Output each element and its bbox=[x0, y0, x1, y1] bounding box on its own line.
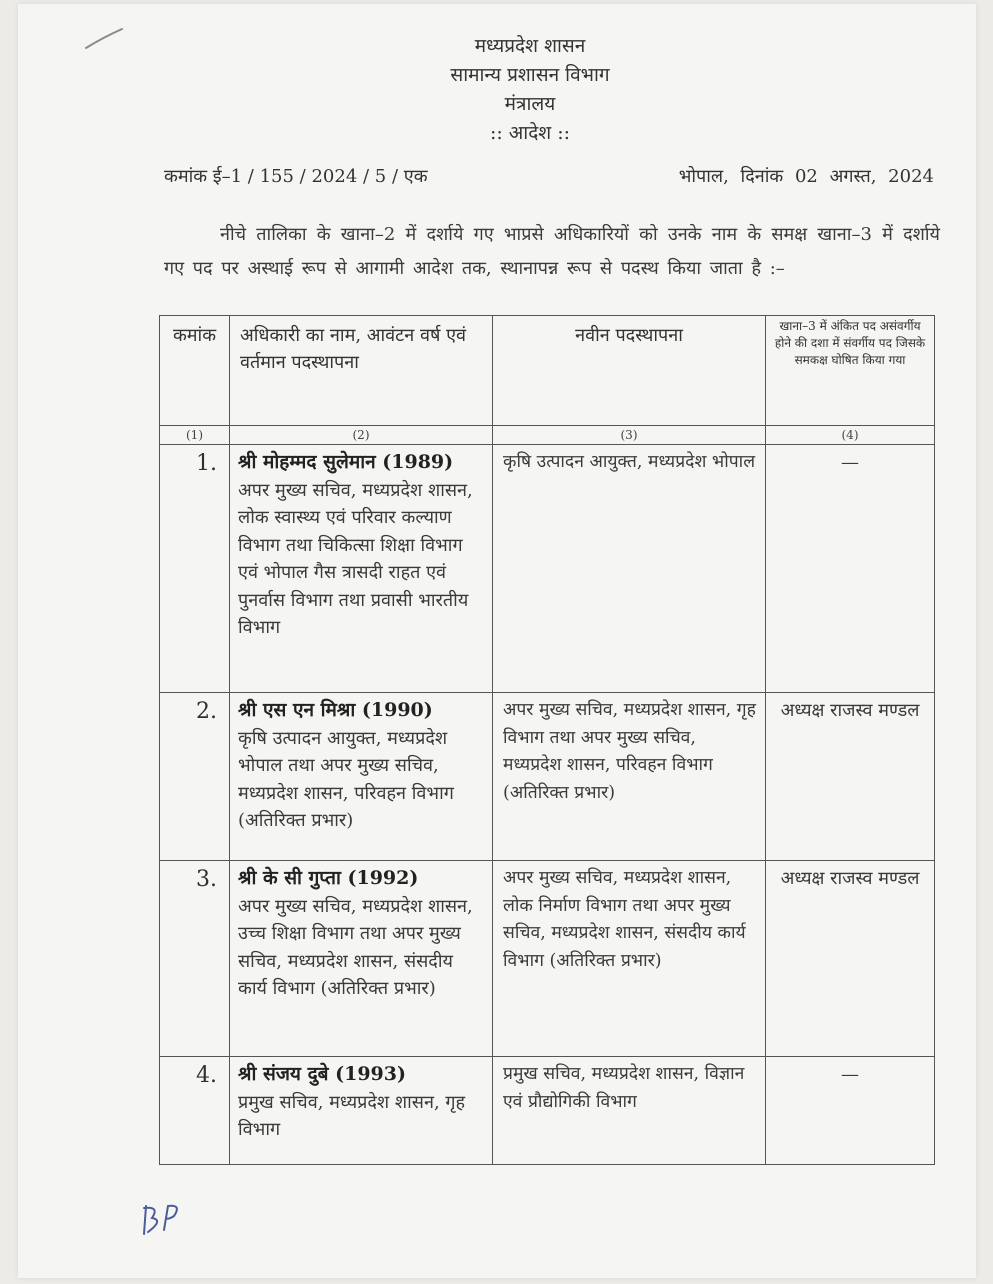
new-posting-cell: अपर मुख्य सचिव, मध्यप्रदेश शासन, लोक निर्माण विभाग तथा अपर मुख्य सचिव, मध्यप्रदेश शासन, संसदीय कार्य विभाग (अतिरिक्त प्रभार) bbox=[493, 861, 766, 1057]
column-number-row bbox=[160, 426, 935, 445]
table-row bbox=[160, 861, 935, 1057]
officer-name: श्री के सी गुप्ता (1992) bbox=[238, 867, 419, 889]
officer-cell bbox=[230, 1057, 493, 1165]
header-new-posting: नवीन पदस्थापना bbox=[493, 316, 766, 426]
officer-cell bbox=[230, 693, 493, 861]
column-number: (3) bbox=[493, 426, 766, 445]
officer-cell bbox=[230, 445, 493, 693]
table-row bbox=[160, 1057, 935, 1165]
header-serial: कमांक bbox=[160, 316, 230, 426]
header-officer: अधिकारी का नाम, आवंटन वर्ष एवं वर्तमान पदस्थापना bbox=[230, 316, 493, 426]
serial-cell: 3. bbox=[160, 861, 230, 1057]
current-posting: अपर मुख्य सचिव, मध्यप्रदेश शासन, उच्च शिक्षा विभाग तथा अपर मुख्य सचिव, मध्यप्रदेश शासन, संसदीय कार्य विभाग (अतिरिक्त प्रभार) bbox=[238, 895, 473, 999]
current-posting: अपर मुख्य सचिव, मध्यप्रदेश शासन, लोक स्वास्थ्य एवं परिवार कल्याण विभाग तथा चिकित्सा शिक्षा विभाग एवं भोपाल गैस त्रासदी राहत एवं पुनर्वास विभाग तथा प्रवासी भारतीय विभाग bbox=[238, 479, 473, 638]
order-number: कमांक ई–1 / 155 / 2024 / 5 / एक bbox=[164, 166, 428, 187]
officer-name: श्री संजय दुबे (1993) bbox=[238, 1063, 406, 1085]
reference-row bbox=[164, 164, 934, 190]
column-number: (4) bbox=[766, 426, 935, 445]
posting-table bbox=[159, 315, 935, 1165]
place-date: भोपाल, दिनांक 02 अगस्त, 2024 bbox=[678, 166, 934, 187]
new-posting-cell: प्रमुख सचिव, मध्यप्रदेश शासन, विज्ञान एवं प्रौद्योगिकी विभाग bbox=[493, 1057, 766, 1165]
serial-cell: 1. bbox=[160, 445, 230, 693]
cadre-post-cell: — bbox=[766, 445, 935, 693]
table-row bbox=[160, 693, 935, 861]
new-posting-cell: कृषि उत्पादन आयुक्त, मध्यप्रदेश भोपाल bbox=[493, 445, 766, 693]
handwritten-initials-icon bbox=[138, 1200, 198, 1240]
officer-cell bbox=[230, 861, 493, 1057]
cadre-post-cell: अध्यक्ष राजस्व मण्डल bbox=[766, 693, 935, 861]
document-page bbox=[18, 4, 976, 1278]
cadre-post-cell: — bbox=[766, 1057, 935, 1165]
new-posting-cell: अपर मुख्य सचिव, मध्यप्रदेश शासन, गृह विभाग तथा अपर मुख्य सचिव, मध्यप्रदेश शासन, परिवहन विभाग (अतिरिक्त प्रभार) bbox=[493, 693, 766, 861]
table-row bbox=[160, 445, 935, 693]
table-header-row bbox=[160, 316, 935, 426]
serial-cell: 2. bbox=[160, 693, 230, 861]
current-posting: प्रमुख सचिव, मध्यप्रदेश शासन, गृह विभाग bbox=[238, 1091, 466, 1140]
header-order-title: :: आदेश :: bbox=[489, 122, 571, 144]
serial-cell: 4. bbox=[160, 1057, 230, 1165]
cadre-post-cell: अध्यक्ष राजस्व मण्डल bbox=[766, 861, 935, 1057]
officer-name: श्री मोहम्मद सुलेमान (1989) bbox=[238, 451, 454, 473]
column-number: (2) bbox=[230, 426, 493, 445]
current-posting: कृषि उत्पादन आयुक्त, मध्यप्रदेश भोपाल तथा अपर मुख्य सचिव, मध्यप्रदेश शासन, परिवहन विभाग (अतिरिक्त प्रभार) bbox=[238, 727, 454, 831]
column-number: (1) bbox=[160, 426, 230, 445]
officer-name: श्री एस एन मिश्रा (1990) bbox=[238, 699, 433, 721]
document-header bbox=[18, 32, 976, 148]
header-department: सामान्य प्रशासन विभाग bbox=[450, 64, 610, 86]
header-government: मध्यप्रदेश शासन bbox=[474, 35, 586, 57]
intro-paragraph: नीचे तालिका के खाना–2 में दर्शाये गए भाप्रसे अधिकारियों को उनके नाम के समक्ष खाना–3 में दर्शाये गए पद पर अस्थाई रूप से आगामी आदेश तक, स्थानापन्न रूप से पदस्थ किया जाता है :– bbox=[164, 224, 940, 279]
header-cadre-post: खाना–3 में अंकित पद असंवर्गीय होने की दशा में संवर्गीय पद जिसके समकक्ष घोषित किया गया bbox=[766, 316, 935, 426]
header-ministry: मंत्रालय bbox=[504, 93, 556, 115]
